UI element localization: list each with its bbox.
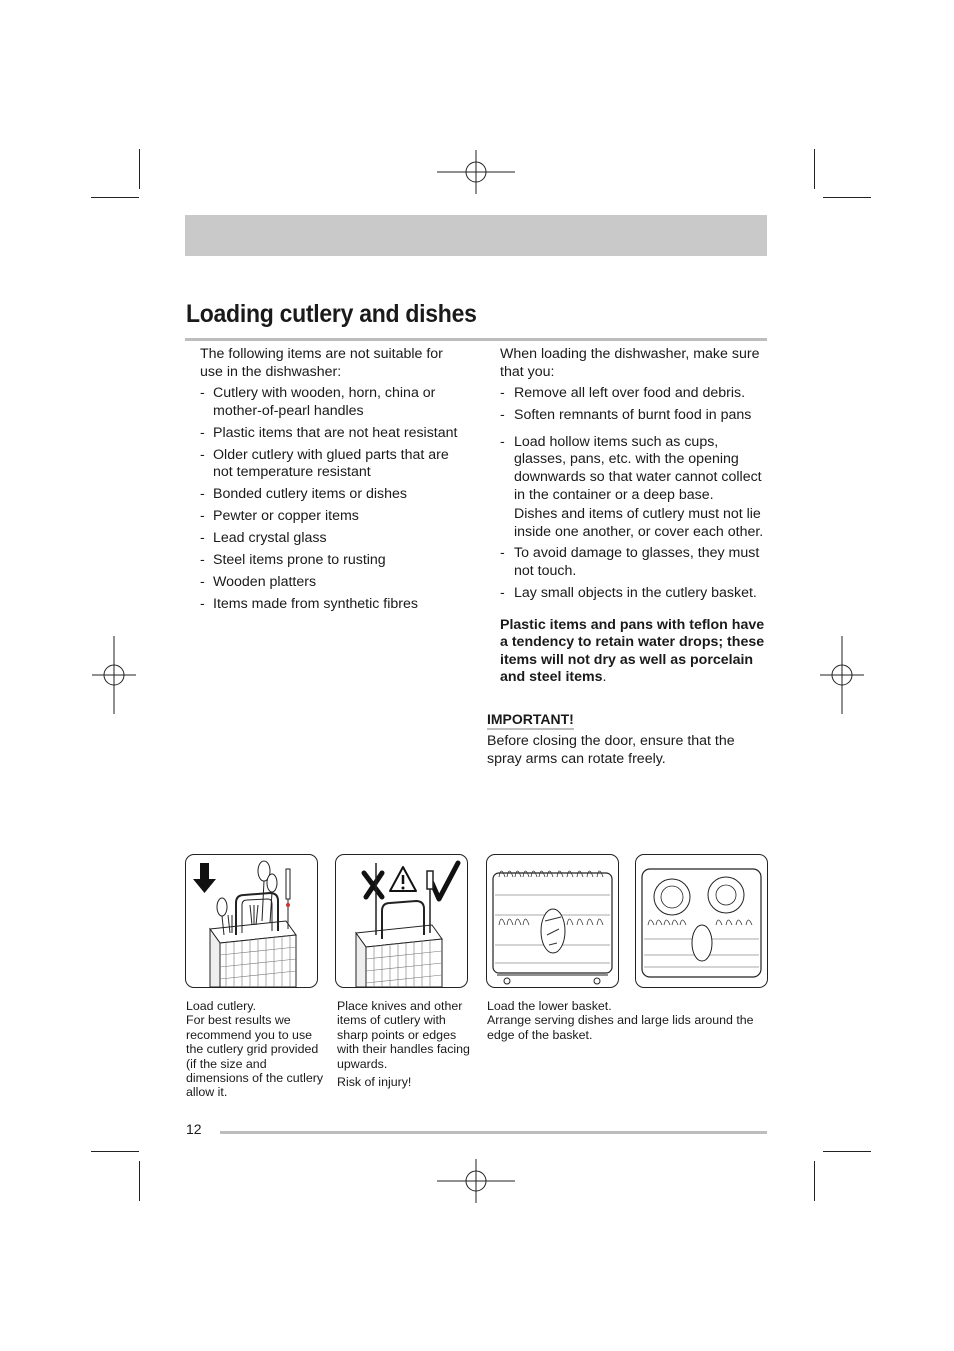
important-label: IMPORTANT! [487,711,574,730]
crop-mark [814,149,815,189]
title-divider [185,338,767,341]
list-item: - Bonded cutlery items or dishes [200,486,468,504]
loading-instructions-intro: When loading the dishwasher, make sure that you: [500,346,760,380]
list-item: - Load hollow items such as cups, glasses, pans, etc. with the opening downwards so that water cannot collect in the container or a deep base. [500,434,768,504]
lower-basket-top-illustration [636,855,767,987]
caption-text: Place knives and other items of cutlery with sharp points or edges with their handles facing upwards. [337,999,470,1071]
list-item: - Plastic items that are not heat resistant [200,425,468,443]
caption-sharp-items [337,999,477,1089]
teflon-note-text: Plastic items and pans with teflon have a tendency to retain water drops; these items will not dry as well as porcelain and steel items [500,616,765,686]
crop-mark [139,1161,140,1201]
figure-load-cutlery [185,854,318,988]
teflon-note [500,617,768,687]
loading-instructions-section [500,346,768,687]
list-item: - Lead crystal glass [200,530,468,548]
caption-text: Arrange serving dishes and large lids around the edge of the basket. [487,1013,754,1042]
list-item: - Soften remnants of burnt food in pans [500,407,768,425]
crop-mark [139,149,140,189]
figure-lower-basket-side [486,854,619,988]
cross-mark-icon [364,873,382,897]
crop-mark [823,197,871,198]
list-item: - Pewter or copper items [200,508,468,526]
unsuitable-items-section [200,346,468,618]
crop-mark [91,1151,139,1152]
lower-basket-illustration [487,855,618,987]
header-band [185,215,767,256]
caption-title: Load cutlery. [186,999,257,1013]
warning-triangle-icon [390,867,416,891]
registration-mark-icon [820,636,864,714]
footer-divider [220,1131,767,1134]
sharp-items-illustration [336,855,467,987]
list-item: - Cutlery with wooden, horn, china or mother-of-pearl handles [200,385,468,420]
figure-lower-basket-top [635,854,768,988]
caption-warning: Risk of injury! [337,1075,412,1090]
check-mark-icon [432,863,458,899]
list-item: - Remove all left over food and debris. [500,385,768,403]
list-item: - Wooden platters [200,574,468,592]
unsuitable-items-intro: The following items are not suitable for use in the dishwasher: [200,346,443,380]
registration-mark-icon [437,1159,515,1203]
page-title: Loading cutlery and dishes [186,300,477,328]
registration-mark-icon [92,636,136,714]
caption-text: For best results we recommend you to use the cutlery grid provided (if the size and dimensions of the cutlery allow it. [186,1013,324,1100]
teflon-note-period: . [602,669,607,686]
list-item: - Lay small objects in the cutlery basket. [500,585,768,603]
unsuitable-items-list [200,385,468,614]
crop-mark [91,197,139,198]
caption-title: Load the lower basket. [487,999,612,1013]
figure-sharp-items [335,854,468,988]
list-item: - Items made from synthetic fibres [200,596,468,614]
crop-mark [814,1161,815,1201]
loading-instructions-list-continued [500,545,768,602]
registration-mark-icon [437,150,515,194]
list-item: - To avoid damage to glasses, they must not touch. [500,545,768,580]
caption-load-cutlery [186,999,326,1100]
cutlery-basket-illustration [186,855,317,987]
hollow-items-note: Dishes and items of cutlery must not lie inside one another, or cover each other. [514,506,764,540]
down-arrow-icon [193,863,216,893]
page-number: 12 [186,1121,202,1137]
loading-instructions-list [500,385,768,504]
list-item: - Older cutlery with glued parts that are not temperature resistant [200,447,468,482]
important-text: Before closing the door, ensure that the spray arms can rotate freely. [487,733,735,767]
crop-mark [823,1151,871,1152]
list-item: - Steel items prone to rusting [200,552,468,570]
caption-lower-basket [487,999,762,1042]
